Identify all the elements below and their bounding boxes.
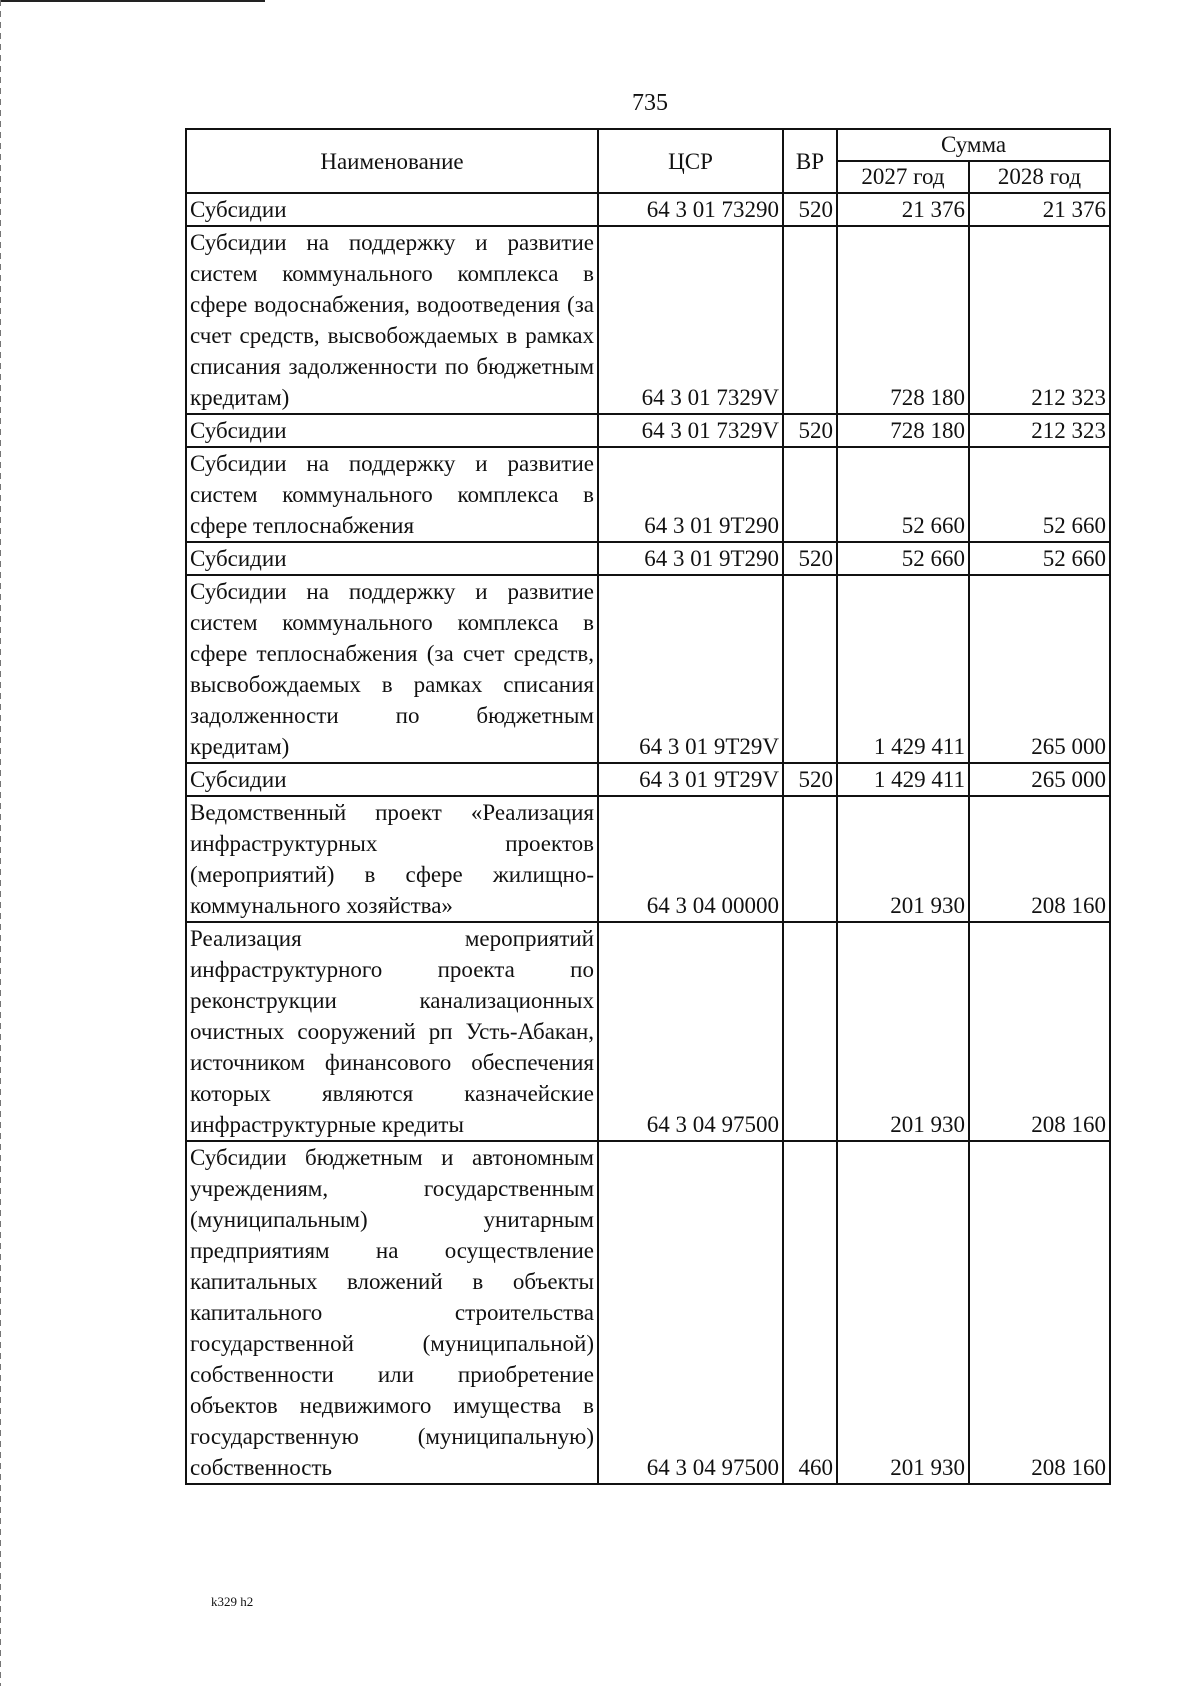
row-vr: 520 xyxy=(783,193,837,226)
footer-code: k329 h2 xyxy=(211,1594,254,1609)
row-sum-2028: 265 000 xyxy=(969,575,1110,763)
row-vr xyxy=(783,575,837,763)
table-row xyxy=(186,922,1110,1141)
row-name: Реализация мероприятий инфраструктурного проекта по реконструкции канализационных очистных сооружений рп Усть-Абакан, источником финансового обеспечения которых являются казначейские инфраструктурные кредиты xyxy=(186,922,598,1141)
row-sum-2027: 728 180 xyxy=(837,414,969,447)
row-sum-2027: 201 930 xyxy=(837,796,969,922)
header-year-2027: 2027 год xyxy=(837,161,969,193)
row-name: Субсидии xyxy=(186,414,598,447)
row-sum-2028: 212 323 xyxy=(969,226,1110,414)
row-csr: 64 3 01 73290 xyxy=(598,193,783,226)
row-name: Субсидии на поддержку и развитие систем коммунального комплекса в сфере водоснабжения, водоотведения (за счет средств, высвобождаемых в рамках списания задолженности по бюджетным кредитам) xyxy=(186,226,598,414)
row-csr: 64 3 01 7329V xyxy=(598,226,783,414)
row-sum-2028: 21 376 xyxy=(969,193,1110,226)
table-row xyxy=(186,414,1110,447)
row-sum-2027: 1 429 411 xyxy=(837,575,969,763)
table-body xyxy=(186,193,1110,1484)
row-sum-2028: 208 160 xyxy=(969,922,1110,1141)
table-row xyxy=(186,763,1110,796)
row-sum-2027: 52 660 xyxy=(837,542,969,575)
row-name: Субсидии бюджетным и автономным учреждениям, государственным (муниципальным) унитарным предприятиям на осуществление капитальных вложений в объекты капитального строительства государственной (муниципальной) собственности или приобретение объектов недвижимого имущества в государственную (муниципальную) собственность xyxy=(186,1141,598,1484)
row-vr xyxy=(783,447,837,542)
row-sum-2027: 1 429 411 xyxy=(837,763,969,796)
row-csr: 64 3 04 00000 xyxy=(598,796,783,922)
header-csr: ЦСР xyxy=(598,129,783,193)
row-name: Субсидии xyxy=(186,193,598,226)
row-sum-2027: 201 930 xyxy=(837,922,969,1141)
row-vr: 520 xyxy=(783,542,837,575)
row-csr: 64 3 04 97500 xyxy=(598,1141,783,1484)
row-csr: 64 3 01 9Т290 xyxy=(598,447,783,542)
row-sum-2027: 728 180 xyxy=(837,226,969,414)
row-vr: 520 xyxy=(783,763,837,796)
row-name: Субсидии xyxy=(186,763,598,796)
row-csr: 64 3 01 9Т290 xyxy=(598,542,783,575)
row-sum-2027: 201 930 xyxy=(837,1141,969,1484)
header-vr: ВР xyxy=(783,129,837,193)
row-sum-2028: 208 160 xyxy=(969,796,1110,922)
header-row-top xyxy=(186,129,1110,161)
page-number: 735 xyxy=(632,90,668,116)
budget-table xyxy=(185,128,1111,1485)
table-row xyxy=(186,542,1110,575)
row-vr: 460 xyxy=(783,1141,837,1484)
row-csr: 64 3 01 9Т29V xyxy=(598,575,783,763)
row-csr: 64 3 04 97500 xyxy=(598,922,783,1141)
row-vr xyxy=(783,226,837,414)
row-csr: 64 3 01 9Т29V xyxy=(598,763,783,796)
row-sum-2028: 265 000 xyxy=(969,763,1110,796)
row-csr: 64 3 01 7329V xyxy=(598,414,783,447)
scan-edge-left xyxy=(0,0,1,1686)
header-sum: Сумма xyxy=(837,129,1110,161)
table-row xyxy=(186,1141,1110,1484)
table-row xyxy=(186,447,1110,542)
row-vr xyxy=(783,796,837,922)
row-sum-2028: 52 660 xyxy=(969,447,1110,542)
table-row xyxy=(186,226,1110,414)
row-sum-2027: 21 376 xyxy=(837,193,969,226)
row-name: Ведомственный проект «Реализация инфраструктурных проектов (мероприятий) в сфере жилищно-коммунального хозяйства» xyxy=(186,796,598,922)
row-vr: 520 xyxy=(783,414,837,447)
row-name: Субсидии на поддержку и развитие систем коммунального комплекса в сфере теплоснабжения xyxy=(186,447,598,542)
header-year-2028: 2028 год xyxy=(969,161,1110,193)
row-name: Субсидии на поддержку и развитие систем коммунального комплекса в сфере теплоснабжения (за счет средств, высвобождаемых в рамках списания задолженности по бюджетным кредитам) xyxy=(186,575,598,763)
table-row xyxy=(186,796,1110,922)
table-row xyxy=(186,193,1110,226)
row-sum-2028: 212 323 xyxy=(969,414,1110,447)
table-row xyxy=(186,575,1110,763)
row-name: Субсидии xyxy=(186,542,598,575)
row-vr xyxy=(783,922,837,1141)
row-sum-2028: 208 160 xyxy=(969,1141,1110,1484)
scan-edge-top xyxy=(0,0,265,2)
row-sum-2027: 52 660 xyxy=(837,447,969,542)
header-name: Наименование xyxy=(186,129,598,193)
row-sum-2028: 52 660 xyxy=(969,542,1110,575)
